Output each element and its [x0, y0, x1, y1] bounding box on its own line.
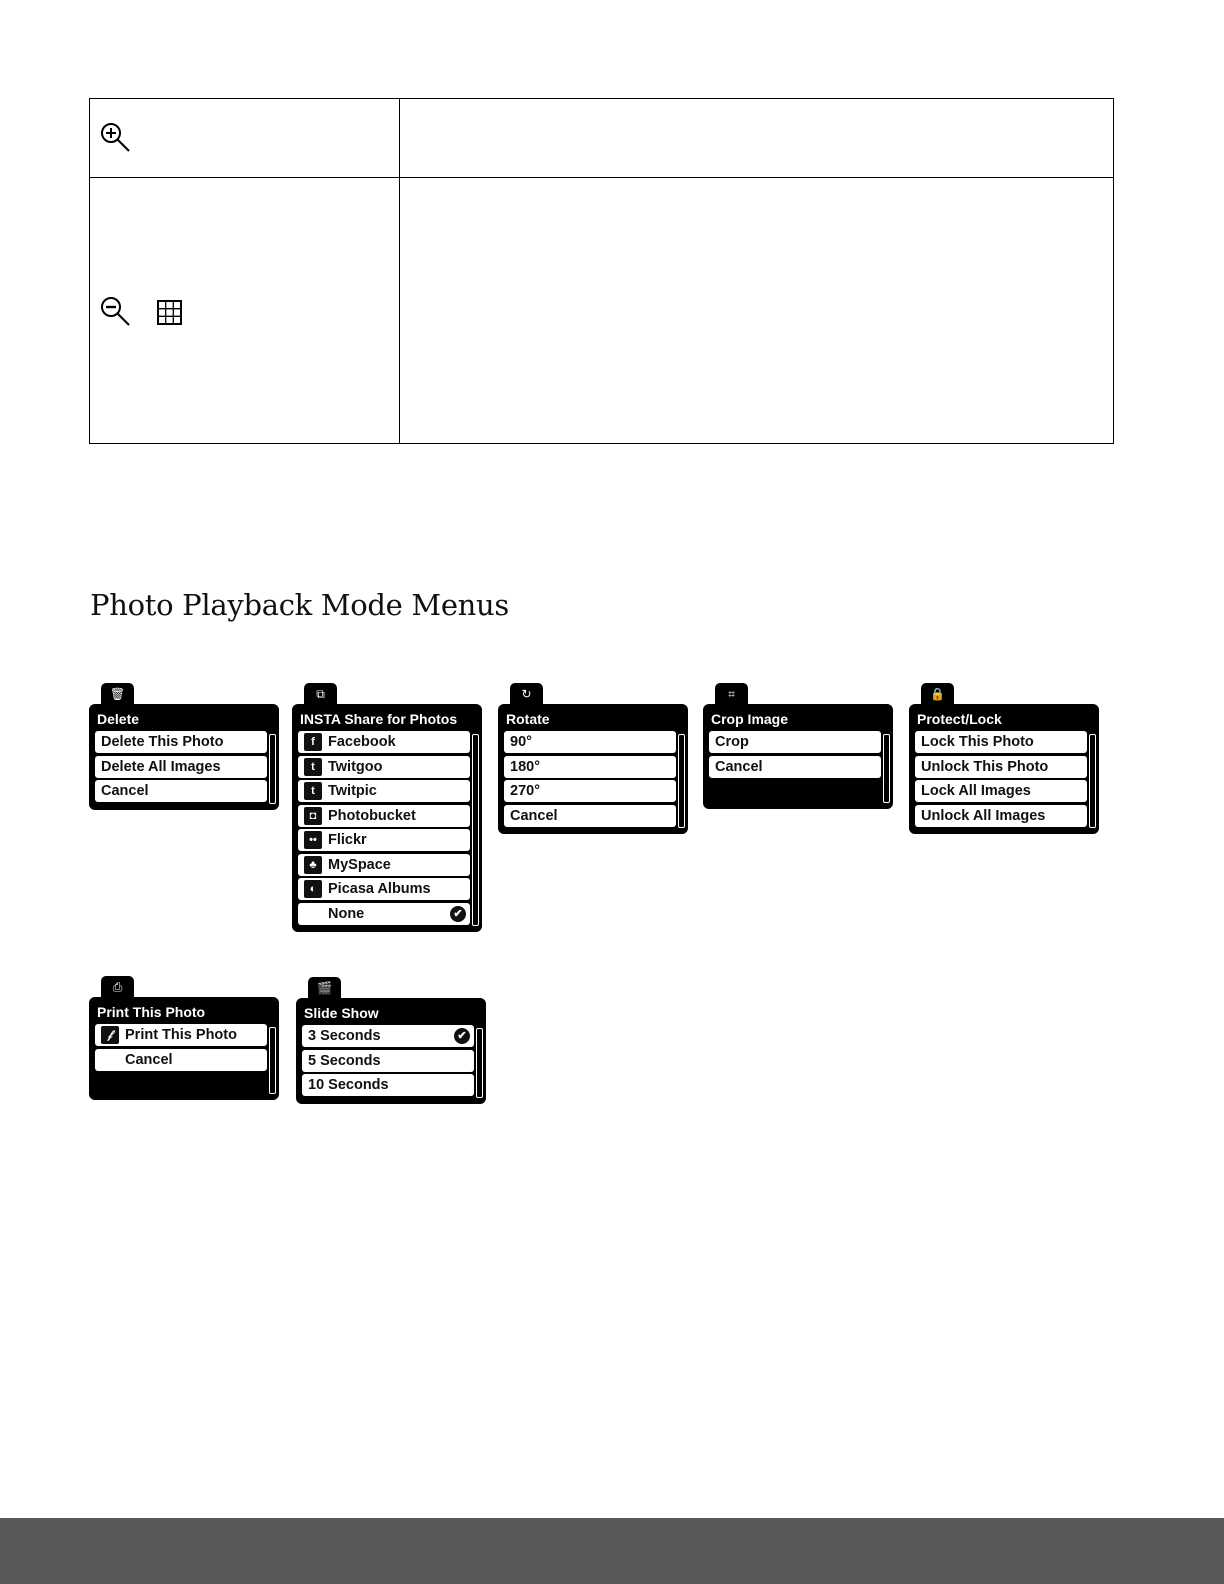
menu-panel	[89, 704, 279, 810]
menu-item[interactable]	[709, 756, 881, 778]
menu-item-label: Print This Photo	[125, 1027, 237, 1043]
facebook-icon: f	[304, 733, 322, 751]
menu-crop-image	[703, 686, 893, 809]
twitgoo-icon: t	[304, 758, 322, 776]
scrollbar[interactable]	[678, 734, 685, 828]
menu-title: Protect/Lock	[917, 711, 1002, 727]
menu-item[interactable]	[298, 805, 470, 827]
pictbridge-icon: 𝒻	[101, 1026, 119, 1044]
menu-item-label: Facebook	[328, 734, 396, 750]
menu-item[interactable]	[95, 1049, 267, 1071]
menu-item-label: Twitpic	[328, 783, 377, 799]
menu-panel	[89, 997, 279, 1100]
menu-item[interactable]	[504, 805, 676, 827]
scrollbar[interactable]	[269, 734, 276, 804]
table-row-divider	[90, 177, 1113, 178]
menu-item[interactable]	[298, 780, 470, 802]
menu-item-label: 270°	[510, 783, 540, 799]
menu-item[interactable]	[302, 1025, 474, 1047]
menu-item[interactable]	[302, 1050, 474, 1072]
menu-item[interactable]	[915, 731, 1087, 753]
menu-item[interactable]	[298, 903, 470, 925]
menu-item-label: Delete All Images	[101, 758, 221, 775]
menu-item[interactable]	[504, 756, 676, 778]
menu-item[interactable]	[95, 731, 267, 753]
menu-rotate	[498, 687, 688, 834]
menu-item[interactable]	[709, 731, 881, 753]
menu-item[interactable]	[298, 731, 470, 753]
crop-icon[interactable]: ⌗	[715, 683, 748, 705]
menu-delete	[89, 687, 279, 810]
menu-item-label: Unlock This Photo	[921, 758, 1049, 775]
printer-icon[interactable]: ⎙	[101, 976, 134, 998]
menu-item-label: 3 Seconds	[308, 1028, 381, 1044]
menu-item-label: MySpace	[328, 856, 391, 873]
zoom-out-icon	[99, 295, 133, 329]
menu-item-label: Photobucket	[328, 807, 416, 824]
menu-item[interactable]	[915, 780, 1087, 802]
scrollbar[interactable]	[1089, 734, 1096, 828]
menu-item-label: 5 Seconds	[308, 1052, 381, 1069]
menu-item[interactable]	[298, 878, 470, 900]
scrollbar[interactable]	[476, 1028, 483, 1098]
menu-title: Rotate	[506, 711, 550, 727]
menu-slide-show	[296, 981, 486, 1104]
share-icon[interactable]: ⧉	[304, 683, 337, 705]
menu-item-label: 90°	[510, 734, 532, 750]
menu-panel	[292, 704, 482, 932]
menu-insta-share-for-photos	[292, 686, 482, 932]
menu-panel	[296, 998, 486, 1104]
menu-item[interactable]	[95, 1024, 267, 1046]
menu-item-label: None	[328, 905, 365, 922]
checkmark-icon: ✔	[450, 906, 466, 922]
lock-icon[interactable]: 🔒	[921, 683, 954, 705]
menu-item[interactable]	[298, 756, 470, 778]
menu-title: Slide Show	[304, 1005, 379, 1021]
menu-item[interactable]	[504, 780, 676, 802]
menu-item-label: Twitgoo	[328, 758, 383, 775]
menu-protect-lock	[909, 687, 1099, 834]
trash-icon[interactable]: 🗑	[101, 683, 134, 705]
menu-item-label: 10 Seconds	[308, 1077, 389, 1093]
table-column-divider	[399, 99, 400, 443]
section-title: Photo Playback Mode Menus	[90, 588, 510, 622]
menu-title: Delete	[97, 711, 140, 727]
menu-item-label: 180°	[510, 758, 540, 775]
menu-item-label: Lock This Photo	[921, 734, 1034, 750]
menu-panel	[703, 704, 893, 809]
flickr-icon: ••	[304, 831, 322, 849]
menu-item[interactable]	[915, 756, 1087, 778]
scrollbar[interactable]	[883, 734, 890, 803]
menu-item[interactable]	[95, 780, 267, 802]
thumbnail-grid-icon	[157, 300, 183, 326]
footer-bar	[0, 1518, 1224, 1584]
twitpic-icon: t	[304, 782, 322, 800]
menu-item-label: Cancel	[715, 758, 763, 775]
slideshow-icon[interactable]: 🎬	[308, 977, 341, 999]
menu-item[interactable]	[504, 731, 676, 753]
checkmark-icon: ✔	[454, 1028, 470, 1044]
menu-item[interactable]	[298, 854, 470, 876]
myspace-icon: ♣	[304, 856, 322, 874]
menu-item[interactable]	[915, 805, 1087, 827]
menu-item-label: Lock All Images	[921, 783, 1031, 799]
menu-item-label: Delete This Photo	[101, 734, 224, 750]
menu-title: Print This Photo	[97, 1004, 206, 1020]
rotate-icon[interactable]: ↻	[510, 683, 543, 705]
menu-item-label: Flickr	[328, 832, 367, 848]
zoom-in-icon	[99, 121, 133, 155]
photobucket-icon: ◘	[304, 807, 322, 825]
menu-print-this-photo	[89, 979, 279, 1100]
menu-panel	[909, 704, 1099, 834]
menu-item[interactable]	[302, 1074, 474, 1096]
menu-item-label: Picasa Albums	[328, 881, 431, 897]
menu-panel	[498, 704, 688, 834]
scrollbar[interactable]	[472, 734, 479, 926]
scrollbar[interactable]	[269, 1027, 276, 1094]
menu-item-label: Cancel	[125, 1051, 173, 1068]
menu-item[interactable]	[298, 829, 470, 851]
menu-item-label: Cancel	[101, 783, 149, 799]
picasa-icon: ◐	[304, 880, 322, 898]
menu-item-label: Unlock All Images	[921, 807, 1046, 824]
menu-item[interactable]	[95, 756, 267, 778]
menu-title: INSTA Share for Photos	[300, 711, 458, 727]
menu-title: Crop Image	[711, 711, 789, 727]
menu-item-label: Cancel	[510, 807, 558, 824]
zoom-controls-table	[89, 98, 1114, 444]
menu-item-label: Crop	[715, 734, 749, 750]
